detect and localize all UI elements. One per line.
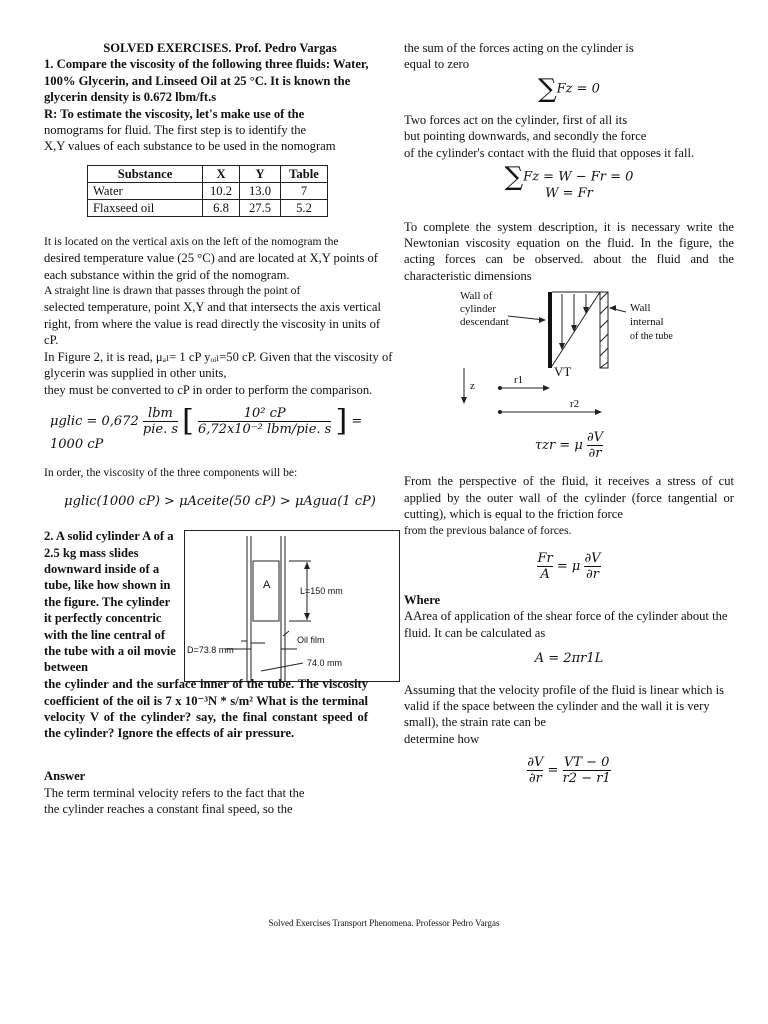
eq-result: = 1000 cP: [50, 413, 363, 452]
outer-diameter-label: 74.0 mm: [307, 658, 343, 669]
table-cell: 7: [281, 182, 328, 199]
diameter-label: D=73.8 mm: [187, 645, 234, 656]
tube-wall-label-2: internal: [630, 316, 664, 329]
question-2-block: [44, 528, 396, 756]
paragraph: A straight line is drawn that passes through the point of: [44, 284, 301, 298]
force-sum-equation: ∑Fz = 0: [538, 73, 600, 104]
table-cell: 10.2: [203, 182, 240, 199]
newton-viscosity-equation: [404, 430, 734, 461]
question-2-part-1: 2. A solid cylinder A of a 2.5 kg mass slides downward inside of a tube, like how shown in the figure. The cylinder it perfectly concentric with the line central of the tube with a oil movie between: [44, 529, 176, 675]
eq-fraction: [143, 406, 178, 437]
eq-denominator: ∂r: [528, 771, 542, 787]
answer-line: X,Y values of each substance to be used in the nomogram: [44, 139, 336, 154]
eq-denominator: pie. s: [142, 421, 178, 437]
table-header: X: [203, 165, 240, 182]
viscosity-comparison-equation: μglic(1000 cP) > μAceite(50 cP) > μAgua(1 cP): [64, 493, 376, 509]
eq-fraction: [587, 430, 603, 461]
eq-numerator: ∂V: [586, 430, 604, 446]
paragraph: selected temperature, point X,Y and that intersects the axis vertical right, from where the value is read directly the viscosity in units of cP.: [44, 300, 381, 348]
area-equation: A = 2πr1L: [534, 651, 604, 667]
paragraph: the cylinder reaches a constant final speed, so the: [44, 801, 293, 816]
paragraph: AArea of application of the shear force of the cylinder about the fluid. It can be calculated as: [404, 609, 728, 640]
eq-numerator: ∂V: [584, 550, 601, 566]
terminal-velocity-label: VT: [554, 364, 572, 380]
r1-label: r1: [514, 374, 524, 387]
strain-rate-equation: $\frac{\partial V}{\partial r}$ = $\frac{VT - 0}{r2 - r1}$: [527, 755, 611, 787]
paragraph: In Figure 2, it is read, μₐₗ= 1 cP yₒᵢₗ=50 cP. Given that the viscosity of glycerin was supplied in other units,: [44, 349, 393, 381]
velocity-profile-drawing: [404, 288, 734, 430]
eq-numerator: VT − 0: [563, 755, 610, 771]
eq-fraction: [537, 551, 552, 582]
eq-denominator: r2 − r1: [562, 771, 611, 787]
eq-denominator: 6,72x10⁻² lbm/pie. s: [198, 421, 332, 437]
page-title: SOLVED EXERCISES. Prof. Pedro Vargas: [103, 41, 337, 55]
force-balance-equation: ∑Fz = W − Fr = 0: [504, 162, 634, 193]
eq-numerator: Fr: [537, 550, 553, 566]
paragraph: Assuming that the velocity profile of the fluid is linear which is valid if the space between the cylinder and the wall it is very small), the strain rate can be: [404, 682, 725, 730]
glycerin-conversion-equation: μglic = 0,672 $\frac{\text{lbm}}{\text{pie. s}}$ [ $\frac{\text{10² cP}}{\text{6,72x10⁻² lbm/pie. s}}$ ] = 1000 cP: [50, 403, 363, 452]
paragraph: but pointing downwards, and secondly the force: [404, 129, 647, 144]
cylinder-label: A: [263, 579, 271, 592]
cylinder-tube-figure: [184, 530, 400, 682]
eq-denominator: ∂r: [586, 566, 599, 582]
eq-fraction: [584, 551, 600, 582]
z-axis-label: z: [470, 380, 475, 393]
eq-fraction: [527, 755, 543, 786]
tube-wall-label-1: Wall: [630, 302, 651, 315]
paragraph: To complete the system description, it is necessary write the Newtonian viscosity equation on the fluid. In the figure, the acting forces can be observed. about the fluid and the characteristic dimensions: [404, 219, 734, 283]
eq-text: Fz = W − Fr = 0: [523, 169, 634, 185]
page-footer: Solved Exercises Transport Phenomena. Professor Pedro Vargas: [268, 918, 500, 928]
eq-text: = μ: [556, 558, 581, 574]
paragraph: equal to zero: [404, 57, 470, 72]
table-header: Table: [281, 165, 328, 182]
table-cell: 13.0: [240, 182, 281, 199]
table-row: [88, 199, 328, 216]
answer-heading: Answer: [44, 769, 86, 784]
eq-denominator: ∂r: [588, 446, 602, 462]
eq-numerator: 10² cP: [198, 406, 331, 422]
paragraph: Two forces act on the cylinder, first of all its: [404, 112, 628, 127]
eq-denominator: A: [540, 566, 550, 582]
table-cell: 27.5: [240, 199, 281, 216]
table-cell: 6.8: [203, 199, 240, 216]
table-cell: 5.2: [281, 199, 328, 216]
right-column: [404, 40, 734, 786]
table-cell: Flaxseed oil: [88, 199, 203, 216]
paragraph: determine how: [404, 731, 480, 746]
paragraph: the sum of the forces acting on the cylinder is: [404, 41, 634, 55]
paragraph: From the perspective of the fluid, it receives a stress of cut applied by the outer wall of the cylinder (force tangential or cutting), which is equal to the friction force: [404, 474, 734, 522]
answer-line: nomograms for fluid. The first step is to identify the: [44, 123, 307, 138]
xy-table: [87, 165, 328, 217]
paragraph: they must be converted to cP in order to perform the comparison.: [44, 382, 373, 397]
paragraph: In order, the viscosity of the three components will be:: [44, 466, 298, 480]
length-label: L=150 mm: [300, 586, 343, 597]
eq-fraction: [563, 755, 611, 786]
eq-numerator: ∂V: [527, 755, 544, 771]
eq-text: τzr = μ: [534, 438, 583, 454]
eq-mu-lhs: μglic = 0,672: [50, 413, 139, 429]
shear-stress-equation: [404, 551, 734, 582]
cylinder-tube-drawing: [185, 531, 399, 681]
where-heading: Where: [404, 592, 441, 607]
velocity-profile-figure: [404, 288, 734, 430]
table-header: Substance: [88, 165, 203, 182]
eq-fraction: [198, 406, 331, 437]
table-row: [88, 182, 328, 199]
oil-film-label: Oil film: [297, 635, 325, 646]
tube-wall-label-3: of the tube: [630, 331, 673, 343]
table-header: Y: [240, 165, 281, 182]
paragraph: The term terminal velocity refers to the fact that the: [44, 785, 305, 800]
paragraph: desired temperature value (25 °C) and are located at X,Y points of each substance within the grid of the nomogram.: [44, 251, 378, 282]
paragraph: It is located on the vertical axis on the left of the nomogram the: [44, 234, 339, 248]
paragraph: of the cylinder's contact with the fluid that opposes it fall.: [404, 145, 695, 160]
cylinder-wall-label: Wall of cylinder descendant: [460, 290, 509, 329]
r2-label: r2: [570, 398, 580, 411]
table-header-row: [88, 165, 328, 182]
weight-equation: W = Fr: [545, 186, 593, 202]
table-cell: Water: [88, 182, 203, 199]
answer-lead: R: To estimate the viscosity, let's make use of the: [44, 106, 305, 121]
eq-numerator: lbm: [143, 406, 178, 422]
question-1: 1. Compare the viscosity of the following three fluids: Water, 100% Glycerin, and Linseed Oil at 25 °C. It is known the glycerin density is 0.672 lbm/ft.s: [44, 57, 369, 105]
paragraph: from the previous balance of forces.: [404, 523, 572, 537]
left-column: [44, 40, 396, 817]
question-2-part-2: the cylinder and the surface inner of the tube. The viscosity coefficient of the oil is 7 x 10⁻³N * s/m² What is the terminal velocity V of the cylinder? say, the final constant speed of the cylinder? Ignore the effects of air pressure.: [44, 677, 368, 741]
eq-text: Fz = 0: [556, 81, 600, 97]
